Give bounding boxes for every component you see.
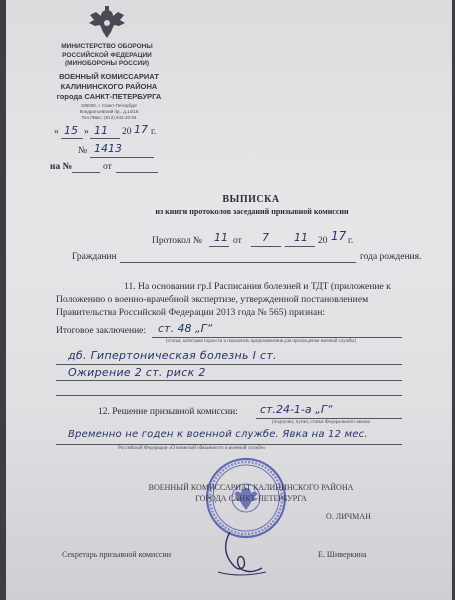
protocol-number: 11 xyxy=(214,231,228,244)
footer-org-line: ГОРОДА САНКТ-ПЕТЕРБУРГА xyxy=(195,494,307,503)
document-subtitle: из книги протоколов заседаний призывной комиссии xyxy=(155,207,349,216)
commissariat-line: КАЛИНИНСКОГО РАЙОНА xyxy=(60,82,158,91)
commissariat-block xyxy=(36,72,182,102)
outgoing-number: 1413 xyxy=(94,142,122,155)
address-line: Кондратьевский пр., д.14/16 xyxy=(79,109,139,114)
citizen-label: Гражданин xyxy=(72,252,117,262)
protocol-year: 17 xyxy=(331,229,347,243)
protocol-day: 7 xyxy=(262,231,269,244)
footer-org-line: ВОЕННЫЙ КОМИССАРИАТ КАЛИНИНСКОГО РАЙОНА xyxy=(148,483,354,492)
date-month: 11 xyxy=(94,124,108,137)
ministry-line: МИНИСТЕРСТВО ОБОРОНЫ xyxy=(61,43,153,50)
protocol-month: 11 xyxy=(294,231,308,244)
paragraph-11-line: Положению о военно-врачебной экспертизе, утвержденной постановлением xyxy=(56,294,369,305)
diagnosis-line-1: дб. Гипертоническая болезнь I ст. xyxy=(68,349,277,362)
decision-text: Временно не годен к военной службе. Явка на 12 мес. xyxy=(68,429,368,440)
decision-caption: (подпункт, пункт, статья Федерального закона xyxy=(272,420,370,425)
paragraph-11-line: 11. На основании гр.I Расписания болезней и ТДТ (приложение к xyxy=(124,281,391,292)
date-day: 15 xyxy=(64,124,78,137)
address-line: Тел./Факс: (812) 542-20-04 xyxy=(81,115,137,120)
date-year: 17 xyxy=(134,123,148,136)
double-headed-eagle-icon xyxy=(86,4,128,42)
paragraph-11 xyxy=(56,280,391,319)
ministry-line: РОССИЙСКОЙ ФЕДЕРАЦИИ xyxy=(62,51,152,59)
date-prefix: « xyxy=(54,127,59,137)
document-page xyxy=(6,0,452,600)
paragraph-11-line: Правительства Российской Федерации 2013 года № 565) признан: xyxy=(56,307,326,318)
ot-label: от xyxy=(103,162,112,172)
ministry-line: (МИНОБОРОНЫ РОССИИ) xyxy=(64,60,150,67)
footer-org xyxy=(136,482,366,504)
protocol-ot: от xyxy=(233,236,242,246)
address-line: 195030, г. Санкт-Петербург xyxy=(80,103,138,108)
diagnosis-line-2: Ожирение 2 ст. риск 2 xyxy=(68,366,206,379)
date-year-prefix: 20 xyxy=(122,127,132,137)
na-label: на № xyxy=(50,162,73,172)
conclusion-label: Итоговое заключение: xyxy=(56,326,147,336)
conclusion-caption: (статья, категория годности и показатель предназначения для прохождения военной службы) xyxy=(166,339,357,344)
protocol-label: Протокол № xyxy=(152,236,202,246)
ministry-block xyxy=(42,43,172,69)
protocol-year-prefix: 20 xyxy=(318,236,328,246)
secretary-label: Секретарь призывной комиссии xyxy=(62,550,171,559)
law-caption: Российской Федерации «О воинской обязанности и военной службе» xyxy=(118,446,266,451)
conclusion-value: ст. 48 „Г“ xyxy=(158,322,213,335)
signature-icon xyxy=(212,528,272,580)
decision-label: 12. Решение призывной комиссии: xyxy=(98,407,238,417)
commissar-name: О. ЛИЧМАН xyxy=(326,512,371,521)
number-label: № xyxy=(78,146,88,156)
decision-article: ст.24-1-а „Г“ xyxy=(260,403,333,416)
secretary-name: Е. Шиверкина xyxy=(318,550,367,559)
date-suffix: г. xyxy=(151,127,157,137)
birth-suffix: года рождения. xyxy=(360,252,422,262)
commissariat-line: ВОЕННЫЙ КОМИССАРИАТ xyxy=(59,72,159,81)
document-title: ВЫПИСКА xyxy=(222,194,280,205)
commissariat-line: города САНКТ-ПЕТЕРБУРГА xyxy=(56,92,162,101)
address-block xyxy=(50,103,168,121)
protocol-year-suffix: г. xyxy=(348,236,354,246)
date-mid: » xyxy=(84,127,89,137)
